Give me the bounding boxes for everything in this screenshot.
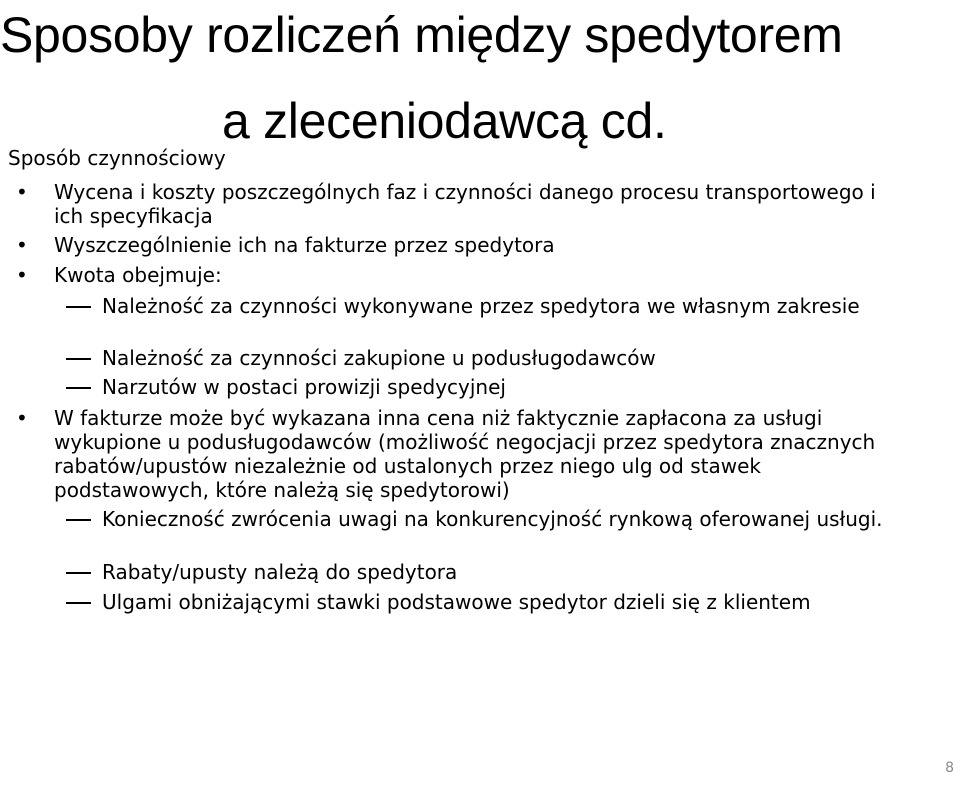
sub-bullet-text: Konieczność zwrócenia uwagi na konkurencyjność rynkową oferowanej usługi.	[102, 507, 883, 531]
bullet-item	[16, 180, 904, 228]
slide-title-line-2: a zleceniodawcą cd.	[222, 93, 667, 149]
bullet-text: Wyszczególnienie ich na fakturze przez spedytora	[54, 233, 555, 257]
sub-bullet-item	[102, 346, 922, 370]
dash-icon	[66, 306, 91, 308]
bullet-dot-icon: •	[16, 263, 28, 287]
bullet-item	[16, 406, 904, 502]
sub-bullet-item	[102, 590, 922, 614]
sub-bullet-text: Należność za czynności zakupione u podusługodawców	[102, 346, 656, 370]
sub-bullet-item	[102, 507, 922, 531]
sub-bullet-text: Ulgami obniżającymi stawki podstawowe spedytor dzieli się z klientem	[102, 590, 811, 614]
dash-icon	[66, 572, 91, 574]
bullet-dot-icon: •	[16, 233, 28, 257]
slide-title	[0, 0, 960, 162]
bullet-text: Wycena i koszty poszczególnych faz i czynności danego procesu transportowego i ich specyfikacja	[54, 180, 876, 228]
sub-bullet-item	[102, 294, 922, 318]
bullet-item	[16, 233, 904, 257]
page-number: 8	[945, 760, 954, 776]
slide-title-line-1: Sposoby rozliczeń między spedytorem	[0, 7, 843, 63]
bullet-dot-icon: •	[16, 406, 28, 430]
dash-icon	[66, 519, 91, 521]
sub-bullet-text: Rabaty/upusty należą do spedytora	[102, 560, 458, 584]
section-heading: Sposób czynnościowy	[8, 146, 226, 170]
bullet-item	[16, 263, 904, 287]
bullet-dot-icon: •	[16, 180, 28, 204]
dash-icon	[66, 602, 91, 604]
dash-icon	[66, 387, 91, 389]
sub-bullet-item	[102, 375, 922, 399]
dash-icon	[66, 358, 91, 360]
sub-bullet-text: Narzutów w postaci prowizji spedycyjnej	[102, 375, 506, 399]
sub-bullet-item	[102, 560, 922, 584]
sub-bullet-text: Należność za czynności wykonywane przez spedytora we własnym zakresie	[102, 294, 860, 318]
bullet-text: Kwota obejmuje:	[54, 263, 222, 287]
bullet-text: W fakturze może być wykazana inna cena niż faktycznie zapłacona za usługi wykupione u podusługodawców (możliwość negocjacji przez spedytora znacznych rabatów/upustów niezależnie od ustalonych przez niego ulg od stawek podstawowych, które należą się spedytorowi)	[54, 406, 876, 502]
